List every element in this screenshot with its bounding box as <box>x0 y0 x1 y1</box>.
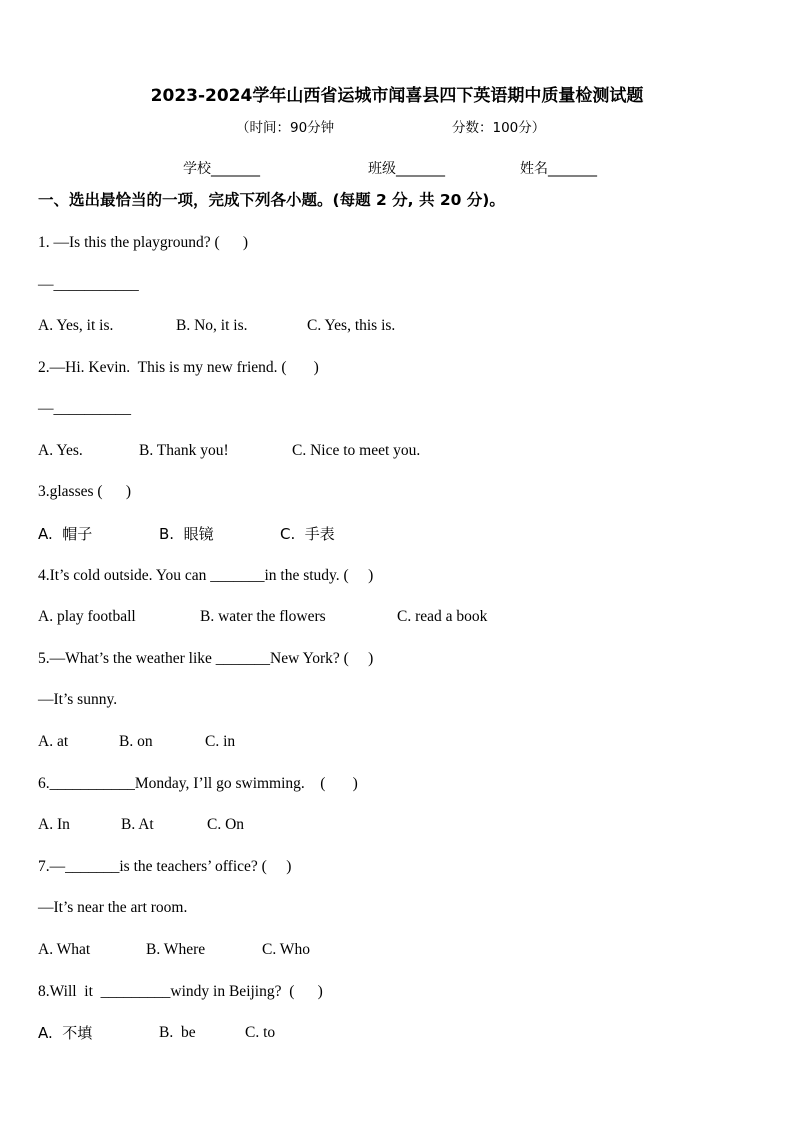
question-7-option-a: A. What <box>38 941 91 958</box>
question-8-option-a: A. 不填 <box>38 1024 93 1042</box>
question-6-stem: 6.___________Monday, I’ll go swimming. ( ) <box>38 775 358 792</box>
question-5-reply: —It’s sunny. <box>38 691 118 708</box>
question-8-option-c: C. to <box>245 1024 276 1041</box>
question-7-option-b: B. Where <box>146 941 206 958</box>
question-4-option-c: C. read a book <box>397 608 488 625</box>
question-1-stem: 1. —Is this the playground? ( ) <box>38 234 249 251</box>
question-5-option-c: C. in <box>205 733 236 750</box>
question-7-option-c: C. Who <box>262 941 310 958</box>
question-2-answer-line: —__________ <box>38 400 131 417</box>
question-8-option-b: B. be <box>159 1024 196 1041</box>
question-6-option-b: B. At <box>121 816 154 833</box>
question-4-option-b: B. water the flowers <box>200 608 326 625</box>
question-2-option-b: B. Thank you! <box>139 442 229 459</box>
question-3-stem: 3.glasses ( ) <box>38 483 131 500</box>
exam-score: 分数：100分） <box>452 120 546 136</box>
question-3-option-a: A. 帽子 <box>38 525 93 543</box>
question-5-option-b: B. on <box>119 733 153 750</box>
question-6-option-a: A. In <box>38 816 70 833</box>
question-1-option-b: B. No, it is. <box>176 317 248 334</box>
question-5-option-a: A. at <box>38 733 69 750</box>
question-7-stem: 7.—_______is the teachers’ office? ( ) <box>38 858 292 875</box>
school-field: 学校_______ <box>183 161 260 177</box>
question-3-option-c: C. 手表 <box>280 525 335 543</box>
question-7-reply: —It’s near the art room. <box>38 899 188 916</box>
page-title: 2023-2024学年山西省运城市闻喜县四下英语期中质量检测试题 <box>150 86 644 106</box>
question-6-option-c: C. On <box>207 816 245 833</box>
question-2-stem: 2.—Hi. Kevin. This is my new friend. ( ) <box>38 359 319 376</box>
question-2-option-a: A. Yes. <box>38 442 83 459</box>
question-2-option-c: C. Nice to meet you. <box>292 442 421 459</box>
question-3-option-b: B. 眼镜 <box>159 525 214 543</box>
exam-time: （时间：90分钟 <box>236 120 335 136</box>
class-field: 班级_______ <box>368 161 445 177</box>
question-4-option-a: A. play football <box>38 608 136 625</box>
question-1-option-a: A. Yes, it is. <box>38 317 114 334</box>
section-heading: 一、选出最恰当的一项，完成下列各小题。(每题 2 分, 共 20 分)。 <box>38 191 505 209</box>
question-8-stem: 8.Will it _________windy in Beijing? ( ) <box>38 983 323 1000</box>
question-1-answer-line: —___________ <box>38 276 139 293</box>
name-field: 姓名_______ <box>520 161 597 177</box>
question-1-option-c: C. Yes, this is. <box>307 317 396 334</box>
question-5-stem: 5.—What’s the weather like _______New York? ( ) <box>38 650 374 667</box>
question-4-stem: 4.It’s cold outside. You can _______in the study. ( ) <box>38 567 374 584</box>
